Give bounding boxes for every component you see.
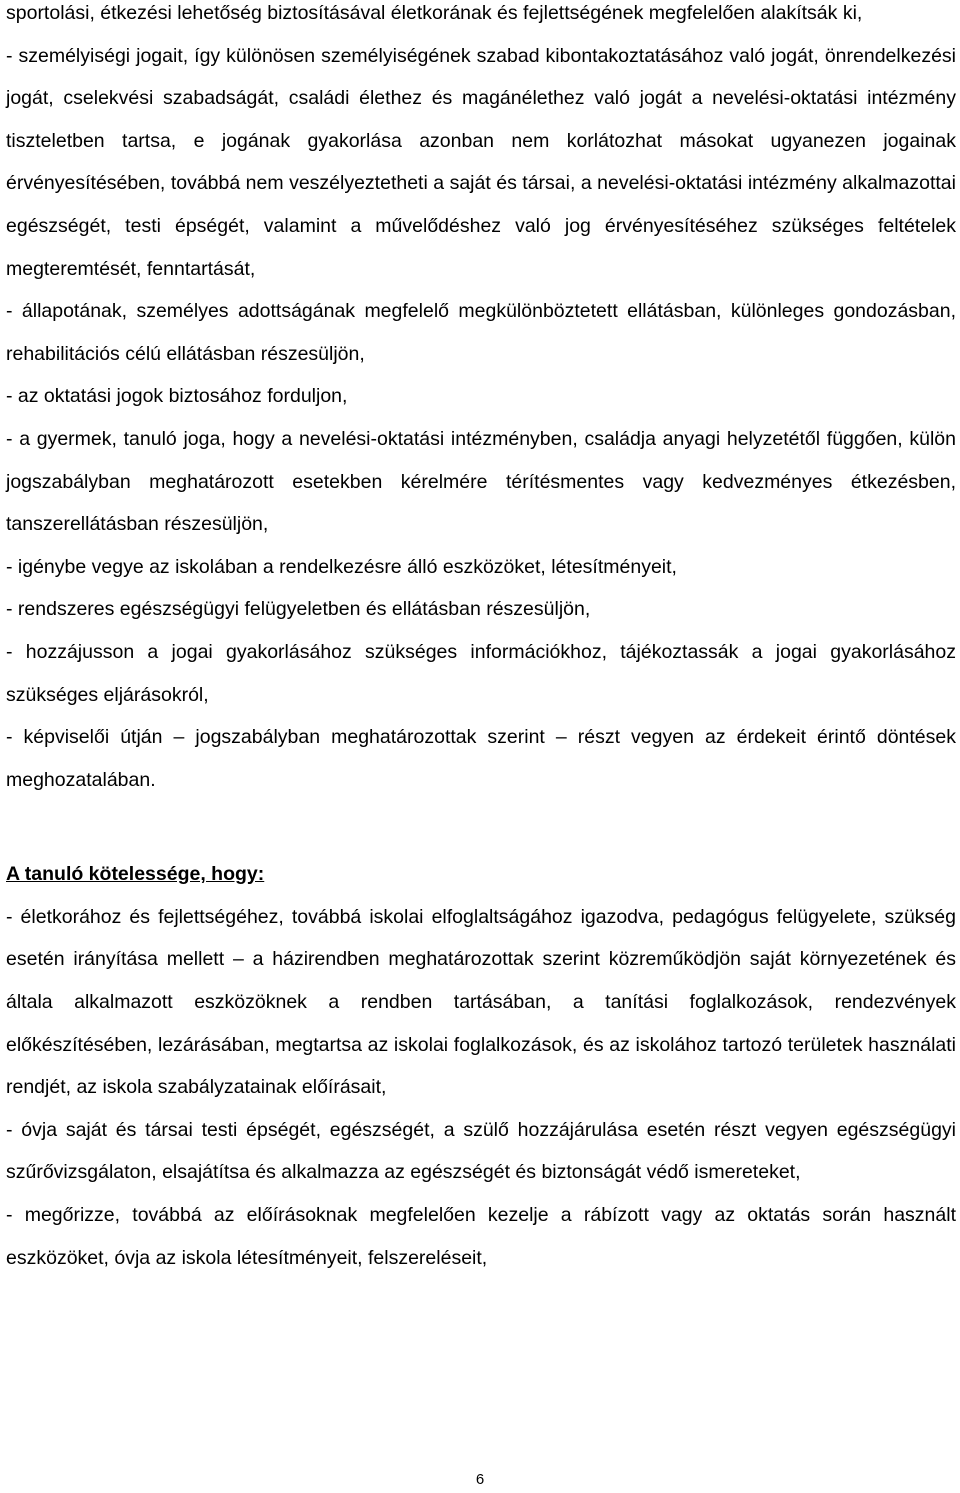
duties-item: - életkorához és fejlettségéhez, továbbá iskolai elfoglaltságához igazodva, pedagógus felügyelete, szükség esetén irányítása mellett – a házirendben meghatározottak szerint közreműködjön saját környezetének és általa alkalmazott eszközöknek a rendben tartásában, a tanítási foglalkozások, rendezvények előkészítésében, lezárásában, megtartsa az iskolai foglalkozások, és az iskolához tartozó területek használati rendjét, az iskola szabályzatainak előírásait, — [6, 905, 956, 1099]
rights-item: - képviselői útján – jogszabályban meghatározottak szerint – részt vegyen az érdekeit érintő döntések meghozatalában. — [6, 726, 956, 791]
rights-item: sportolási, étkezési lehetőség biztosításával életkorának és fejlettségének megfelelően alakítsák ki, — [6, 2, 863, 24]
rights-item: - igénybe vegye az iskolában a rendelkezésre álló eszközöket, létesítményeit, — [6, 555, 677, 578]
rights-item: - a gyermek, tanuló joga, hogy a nevelési-oktatási intézményben, családja anyagi helyzetétől függően, külön jogszabályban meghatározott esetekben kérelmére térítésmentes vagy kedvezményes étkezésben, tanszerellátásban részesüljön, — [6, 427, 956, 536]
document-page — [6, 0, 956, 1279]
duties-heading: A tanuló kötelessége, hogy: — [6, 863, 265, 886]
duties-item: - óvja saját és társai testi épségét, egészségét, a szülő hozzájárulása esetén részt vegyen egészségügyi szűrővizsgálaton, elsajátítsa és alkalmazza az egészségét és biztonságát védő ismereteket, — [6, 1118, 956, 1184]
rights-item: - személyiségi jogait, így különösen személyiségének szabad kibontakoztatásához való jogát, önrendelkezési jogát, cselekvési szabadságát, családi élethez és magánélethez való jogát a nevelési-oktatási intézmény tiszteletben tartsa, e jogának gyakorlása azonban nem korlátozhat másokat ugyanezen jogainak érvényesítésében, továbbá nem veszélyeztetheti a saját és társai, a nevelési-oktatási intézmény alkalmazottai egészségét, testi épségét, valamint a művelődéshez való jog érvényesítéséhez szükséges feltételek megteremtését, fenntartását, — [6, 44, 956, 280]
rights-item: - rendszeres egészségügyi felügyeletben és ellátásban részesüljön, — [6, 598, 591, 621]
duties-item: - megőrizze, továbbá az előírásoknak megfelelően kezelje a rábízott vagy az oktatás során használt eszközöket, óvja az iskola létesítményeit, felszereléseit, — [6, 1204, 956, 1269]
rights-item: - állapotának, személyes adottságának megfelelő megkülönböztetett ellátásban, különleges gondozásban, rehabilitációs célú ellátásban részesüljön, — [6, 300, 956, 365]
rights-item: - hozzájusson a jogai gyakorlásához szükséges információkhoz, tájékoztassák a jogai gyakorlásához szükséges eljárásokról, — [6, 640, 956, 706]
page-number: 6 — [475, 1471, 485, 1488]
rights-item: - az oktatási jogok biztosához forduljon, — [6, 385, 348, 408]
